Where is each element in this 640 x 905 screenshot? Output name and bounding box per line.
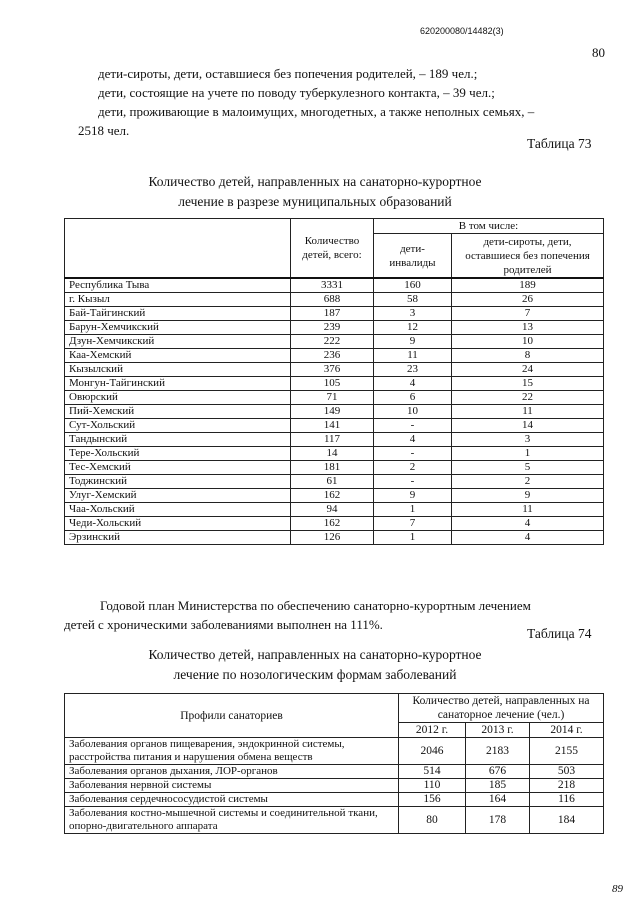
total-cell: 162 xyxy=(291,517,374,531)
disabled-cell: 9 xyxy=(374,335,452,349)
table-74-label: Таблица 74 xyxy=(527,626,592,641)
profile-name-cell: Заболевания костно-мышечной системы и соединительной ткани, опорно-двигательного аппарата xyxy=(65,807,399,834)
row-name-cell: Улуг-Хемский xyxy=(65,489,291,503)
year-2014-cell: 2155 xyxy=(530,738,604,765)
total-cell: 126 xyxy=(291,531,374,545)
row-name-cell: Республика Тыва xyxy=(65,278,291,293)
orphans-cell: 1 xyxy=(452,447,604,461)
row-name-cell: Тоджинский xyxy=(65,475,291,489)
document-id: 620200080/14482(3) xyxy=(420,26,504,36)
header-orphans: дети-сироты, дети, оставшиеся без попечения родителей xyxy=(452,234,604,279)
orphans-cell: 5 xyxy=(452,461,604,475)
disabled-cell: 12 xyxy=(374,321,452,335)
table-row xyxy=(65,503,604,517)
orphans-cell: 189 xyxy=(452,278,604,293)
disabled-cell: 3 xyxy=(374,307,452,321)
disabled-cell: 4 xyxy=(374,377,452,391)
table-row xyxy=(65,765,604,779)
total-cell: 236 xyxy=(291,349,374,363)
total-cell: 376 xyxy=(291,363,374,377)
table-row xyxy=(65,807,604,834)
disabled-cell: 11 xyxy=(374,349,452,363)
table-row xyxy=(65,321,604,335)
header-including: В том числе: xyxy=(374,219,604,234)
row-name-cell: Барун-Хемчикский xyxy=(65,321,291,335)
disabled-cell: 23 xyxy=(374,363,452,377)
orphans-cell: 4 xyxy=(452,531,604,545)
disabled-cell: 7 xyxy=(374,517,452,531)
total-cell: 239 xyxy=(291,321,374,335)
disabled-cell: 160 xyxy=(374,278,452,293)
orphans-cell: 3 xyxy=(452,433,604,447)
profile-name-cell: Заболевания органов дыхания, ЛОР-органов xyxy=(65,765,399,779)
year-2014-cell: 184 xyxy=(530,807,604,834)
row-name-cell: Каа-Хемский xyxy=(65,349,291,363)
plan-line: детей с хроническими заболеваниями выполнен на 111%. xyxy=(64,617,383,632)
year-2012-cell: 110 xyxy=(399,779,466,793)
row-name-cell: Тес-Хемский xyxy=(65,461,291,475)
table-74-title: Количество детей, направленных на санаторно-курортное лечение по нозологическим формам заболеваний xyxy=(148,647,482,682)
row-name-cell: Тандынский xyxy=(65,433,291,447)
year-2012-cell: 156 xyxy=(399,793,466,807)
intro-line: дети, проживающие в малоимущих, многодетных, а также неполных семьях, – xyxy=(98,104,535,119)
table-row xyxy=(65,531,604,545)
year-2012-cell: 2046 xyxy=(399,738,466,765)
intro-line: дети-сироты, дети, оставшиеся без попечения родителей, – 189 чел.; xyxy=(98,66,478,81)
header-disabled: дети-инвалиды xyxy=(374,234,452,279)
year-2012-cell: 514 xyxy=(399,765,466,779)
orphans-cell: 24 xyxy=(452,363,604,377)
disabled-cell: 2 xyxy=(374,461,452,475)
table-row xyxy=(65,489,604,503)
table-row xyxy=(65,433,604,447)
table-row xyxy=(65,278,604,293)
year-2013-cell: 178 xyxy=(466,807,530,834)
orphans-cell: 13 xyxy=(452,321,604,335)
row-name-cell: Сут-Хольский xyxy=(65,419,291,433)
total-cell: 149 xyxy=(291,405,374,419)
row-name-cell: Дзун-Хемчикский xyxy=(65,335,291,349)
header-count: Количество детей, направленных на санаторное лечение (чел.) xyxy=(399,694,604,723)
orphans-cell: 10 xyxy=(452,335,604,349)
table-74 xyxy=(64,693,604,834)
disabled-cell: 10 xyxy=(374,405,452,419)
total-cell: 117 xyxy=(291,433,374,447)
disabled-cell: 6 xyxy=(374,391,452,405)
header-year: 2014 г. xyxy=(530,723,604,738)
total-cell: 61 xyxy=(291,475,374,489)
table-row xyxy=(65,349,604,363)
page-number: 80 xyxy=(592,45,605,60)
table-row xyxy=(65,293,604,307)
disabled-cell: 1 xyxy=(374,503,452,517)
disabled-cell: 9 xyxy=(374,489,452,503)
table-row xyxy=(65,419,604,433)
total-cell: 141 xyxy=(291,419,374,433)
disabled-cell: - xyxy=(374,419,452,433)
orphans-cell: 15 xyxy=(452,377,604,391)
orphans-cell: 7 xyxy=(452,307,604,321)
table-row xyxy=(65,793,604,807)
orphans-cell: 11 xyxy=(452,405,604,419)
footer-mark: 89 xyxy=(612,883,623,895)
row-name-cell: Эрзинский xyxy=(65,531,291,545)
total-cell: 162 xyxy=(291,489,374,503)
plan-line: Годовой план Министерства по обеспечению санаторно-курортным лечением xyxy=(100,598,531,613)
orphans-cell: 8 xyxy=(452,349,604,363)
total-cell: 71 xyxy=(291,391,374,405)
row-name-cell: г. Кызыл xyxy=(65,293,291,307)
orphans-cell: 4 xyxy=(452,517,604,531)
total-cell: 181 xyxy=(291,461,374,475)
year-2013-cell: 164 xyxy=(466,793,530,807)
orphans-cell: 22 xyxy=(452,391,604,405)
year-2014-cell: 218 xyxy=(530,779,604,793)
total-cell: 3331 xyxy=(291,278,374,293)
row-name-cell: Бай-Тайгинский xyxy=(65,307,291,321)
row-name-cell: Тере-Хольский xyxy=(65,447,291,461)
row-name-cell: Чаа-Хольский xyxy=(65,503,291,517)
table-row xyxy=(65,377,604,391)
table-row xyxy=(65,447,604,461)
orphans-cell: 11 xyxy=(452,503,604,517)
row-name-cell: Кызылский xyxy=(65,363,291,377)
intro-paragraph xyxy=(78,64,608,140)
intro-line: дети, состоящие на учете по поводу туберкулезного контакта, – 39 чел.; xyxy=(98,85,495,100)
year-2012-cell: 80 xyxy=(399,807,466,834)
disabled-cell: 4 xyxy=(374,433,452,447)
total-cell: 94 xyxy=(291,503,374,517)
header-empty-cell xyxy=(65,219,291,279)
table-row xyxy=(65,517,604,531)
profile-name-cell: Заболевания сердечнососудистой системы xyxy=(65,793,399,807)
year-2013-cell: 676 xyxy=(466,765,530,779)
total-cell: 14 xyxy=(291,447,374,461)
table-row xyxy=(65,461,604,475)
disabled-cell: - xyxy=(374,447,452,461)
table-row xyxy=(65,363,604,377)
header-year: 2012 г. xyxy=(399,723,466,738)
row-name-cell: Пий-Хемский xyxy=(65,405,291,419)
profile-name-cell: Заболевания органов пищеварения, эндокринной системы, расстройства питания и нарушения обмена веществ xyxy=(65,738,399,765)
year-2013-cell: 185 xyxy=(466,779,530,793)
header-year: 2013 г. xyxy=(466,723,530,738)
year-2013-cell: 2183 xyxy=(466,738,530,765)
disabled-cell: - xyxy=(374,475,452,489)
header-total: Количество детей, всего: xyxy=(291,219,374,279)
year-2014-cell: 116 xyxy=(530,793,604,807)
disabled-cell: 58 xyxy=(374,293,452,307)
profile-name-cell: Заболевания нервной системы xyxy=(65,779,399,793)
table-row xyxy=(65,307,604,321)
total-cell: 222 xyxy=(291,335,374,349)
orphans-cell: 26 xyxy=(452,293,604,307)
disabled-cell: 1 xyxy=(374,531,452,545)
row-name-cell: Чеди-Хольский xyxy=(65,517,291,531)
intro-line: 2518 чел. xyxy=(78,123,130,138)
table-row xyxy=(65,391,604,405)
row-name-cell: Овюрский xyxy=(65,391,291,405)
table-row xyxy=(65,405,604,419)
table-row xyxy=(65,335,604,349)
orphans-cell: 2 xyxy=(452,475,604,489)
table-73-title: Количество детей, направленных на санаторно-курортное лечение в разрезе муниципальных образований xyxy=(148,174,482,209)
total-cell: 688 xyxy=(291,293,374,307)
table-73-label: Таблица 73 xyxy=(527,136,592,151)
header-profiles: Профили санаториев xyxy=(65,694,399,738)
year-2014-cell: 503 xyxy=(530,765,604,779)
table-row xyxy=(65,738,604,765)
table-73 xyxy=(64,218,604,545)
orphans-cell: 9 xyxy=(452,489,604,503)
row-name-cell: Монгун-Тайгинский xyxy=(65,377,291,391)
table-row xyxy=(65,779,604,793)
orphans-cell: 14 xyxy=(452,419,604,433)
total-cell: 105 xyxy=(291,377,374,391)
total-cell: 187 xyxy=(291,307,374,321)
table-row xyxy=(65,475,604,489)
